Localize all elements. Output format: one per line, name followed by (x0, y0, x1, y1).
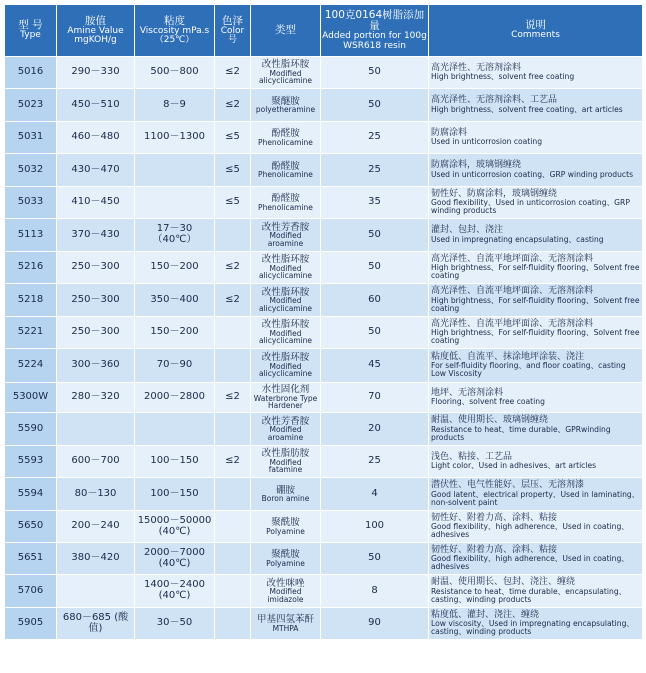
type-zh: 酚醛胺 (271, 128, 300, 139)
cell-model: 5032 (5, 154, 57, 187)
type-zh: 聚酰胺 (271, 549, 300, 560)
type-en: Polyamine (266, 526, 305, 536)
cell-amine-value: 460－480 (57, 122, 135, 154)
cell-type (251, 252, 321, 284)
cell-added-portion: 35 (321, 187, 429, 219)
table-row (5, 575, 643, 608)
cell-amine-value: 250－300 (57, 284, 135, 317)
cell-amine-value: 370－430 (57, 219, 135, 252)
type-zh: 改性脂环胺 (261, 59, 310, 71)
type-zh: 改性芳香胺 (261, 221, 310, 233)
comment-zh: 灌封、包封、浇注 (431, 225, 504, 236)
cell-model: 5651 (5, 543, 57, 575)
type-en: Modified aroamine (267, 425, 304, 442)
table-row (5, 89, 643, 122)
cell-amine-value: 410－450 (57, 187, 135, 219)
comment-zh: 粘度低、自流平、抹涂地坪涂装、浇注 (431, 351, 585, 362)
cell-added-portion: 50 (321, 89, 429, 122)
type-en: Modified imidazole (267, 587, 304, 604)
comment-zh: 潜伏性、电气性能好、层压、无溶剂漆 (431, 480, 585, 491)
cell-type (251, 219, 321, 252)
cell-type (251, 511, 321, 543)
cell-viscosity: 150－200 (135, 317, 215, 349)
cell-type (251, 543, 321, 575)
cell-model: 5905 (5, 608, 57, 640)
cell-amine-value: 380－420 (57, 543, 135, 575)
type-zh: 改性咪唑 (266, 577, 305, 589)
comment-zh: 韧性好、附着力高、涂料、粘接 (431, 544, 558, 555)
comment-zh: 粘度低、灌封、浇注、缠绕 (431, 609, 540, 620)
cell-comments (429, 57, 643, 89)
type-zh: 改性芳香胺 (261, 415, 310, 427)
type-zh: 甲基四氢苯酐 (256, 614, 314, 625)
cell-viscosity (135, 187, 215, 219)
cell-color: ≤5 (215, 122, 251, 154)
comment-zh: 地坪、无溶剂涂料 (431, 387, 504, 398)
cell-color (215, 511, 251, 543)
table-row (5, 284, 643, 317)
cell-color: ≤2 (215, 446, 251, 478)
cell-added-portion: 20 (321, 413, 429, 446)
comment-zh: 高光泽性、无溶剂涂料、工艺品 (431, 95, 558, 106)
header-added-portion: 100克0164树脂添加量 Added portion for 100g WSR618 resin (321, 5, 429, 57)
cell-amine-value: 250－300 (57, 317, 135, 349)
cell-comments (429, 187, 643, 219)
type-zh: 聚醚胺 (271, 95, 300, 107)
cell-color: ≤2 (215, 284, 251, 317)
cell-color: ≤5 (215, 154, 251, 187)
header-model: 型 号 Type (5, 5, 57, 57)
cell-model: 5113 (5, 219, 57, 252)
cell-amine-value: 250－300 (57, 252, 135, 284)
comment-zh: 耐温、使用期长、包封、浇注、缠绕 (431, 577, 576, 588)
cell-comments (429, 284, 643, 317)
header-row (5, 5, 643, 57)
cell-type (251, 446, 321, 478)
cell-added-portion: 45 (321, 349, 429, 383)
cell-model: 5023 (5, 89, 57, 122)
cell-color (215, 478, 251, 511)
cell-added-portion: 100 (321, 511, 429, 543)
comment-en: High brightness、For self-fluidity flooring、Solvent free coating (431, 295, 640, 313)
comment-zh: 高光泽性、自流平地坪面涂、无溶剂涂料 (431, 253, 594, 264)
type-en: Modified aroamine (267, 231, 304, 248)
cell-type (251, 478, 321, 511)
cell-color (215, 413, 251, 446)
comment-en: Flooring、solvent free coating (431, 397, 545, 407)
table-row (5, 349, 643, 383)
cell-comments (429, 317, 643, 349)
type-zh: 改性脂环胺 (261, 254, 310, 266)
type-zh: 硼胺 (275, 484, 295, 496)
cell-amine-value: 80－130 (57, 478, 135, 511)
type-zh: 水性固化剂 (261, 384, 310, 396)
cell-amine-value (57, 575, 135, 608)
cell-type (251, 187, 321, 219)
cell-model: 5033 (5, 187, 57, 219)
comment-en: High brightness、solvent free coating (431, 72, 575, 82)
cell-amine-value: 300－360 (57, 349, 135, 383)
type-zh: 酚醛胺 (271, 160, 300, 172)
cell-added-portion: 50 (321, 543, 429, 575)
cell-added-portion: 25 (321, 122, 429, 154)
cell-model: 5216 (5, 252, 57, 284)
header-color: 色泽 Color 号 (215, 5, 251, 57)
cell-model: 5031 (5, 122, 57, 154)
comment-en: High brightness、solvent free coating、art articles (431, 104, 623, 114)
cell-amine-value: 680－685 (酸值) (57, 608, 135, 640)
cell-amine-value: 280－320 (57, 383, 135, 413)
cell-color: ≤2 (215, 252, 251, 284)
type-en: Phenolicamine (258, 202, 313, 212)
cell-color: ≤5 (215, 187, 251, 219)
cell-type (251, 383, 321, 413)
cell-comments (429, 543, 643, 575)
header-viscosity: 粘度 Viscosity mPa.s（25℃） (135, 5, 215, 57)
spec-table-container (4, 4, 642, 640)
type-en: Polyamine (266, 558, 305, 568)
cell-model: 5300W (5, 383, 57, 413)
cell-added-portion: 90 (321, 608, 429, 640)
comment-zh: 高光泽性、无溶剂涂料 (431, 62, 522, 73)
cell-color (215, 608, 251, 640)
cell-amine-value (57, 413, 135, 446)
cell-added-portion: 70 (321, 383, 429, 413)
type-en: Modified alicyclicamine (258, 328, 313, 346)
cell-added-portion: 50 (321, 57, 429, 89)
cell-viscosity: 2000－2800 (135, 383, 215, 413)
cell-color (215, 219, 251, 252)
comment-en: Light color、Used in adhesives、art articles (431, 461, 597, 471)
cell-color: ≤2 (215, 89, 251, 122)
type-en: Modified fatamine (268, 457, 303, 475)
comment-zh: 高光泽性、自流平地坪面涂、无溶剂涂料 (431, 318, 594, 329)
type-zh: 酚醛胺 (271, 193, 300, 204)
type-en: polyetheramine (255, 105, 316, 114)
cell-model: 5590 (5, 413, 57, 446)
cell-model: 5593 (5, 446, 57, 478)
comment-en: Good latent、electrical property、Used in laminating、non-solvent paint (431, 489, 640, 507)
type-zh: 改性脂肪胺 (261, 448, 310, 460)
table-row (5, 446, 643, 478)
header-type: 类型 (251, 5, 321, 57)
table-row (5, 219, 643, 252)
cell-amine-value: 600－700 (57, 446, 135, 478)
cell-model: 5706 (5, 575, 57, 608)
cell-added-portion: 25 (321, 154, 429, 187)
cell-model: 5594 (5, 478, 57, 511)
cell-color (215, 543, 251, 575)
comment-zh: 高光泽性、自流平地坪面涂、无溶剂涂料 (431, 286, 594, 297)
type-en: MTHPA (272, 623, 299, 633)
table-row (5, 383, 643, 413)
type-en: Boron amine (261, 494, 310, 503)
cell-amine-value: 430－470 (57, 154, 135, 187)
comment-zh: 韧性好、附着力高、涂料、粘接 (431, 512, 558, 523)
cell-viscosity (135, 413, 215, 446)
cell-comments (429, 89, 643, 122)
comment-en: Resistance to heat、time durable、encapsulating、casting、winding products (431, 586, 627, 604)
cell-added-portion: 50 (321, 219, 429, 252)
header-comments: 说明 Comments (429, 5, 643, 57)
cell-color (215, 317, 251, 349)
comment-en: Low viscosity、Used in impregnating encapsulating、casting、winding products (431, 619, 634, 637)
cell-type (251, 122, 321, 154)
type-en: Modified alicyclicamine (258, 361, 313, 379)
cell-type (251, 349, 321, 383)
type-zh: 改性脂环胺 (261, 286, 310, 298)
type-en: Phenolicamine (258, 170, 313, 179)
table-row (5, 122, 643, 154)
cell-comments (429, 446, 643, 478)
cell-type (251, 57, 321, 89)
comment-en: For self-fluidity flooring、and floor coating、casting Low Viscosity (431, 361, 626, 379)
cell-type (251, 317, 321, 349)
type-en: Modified alicyclicamine (258, 263, 313, 281)
comment-zh: 浅色、粘接、工艺品 (431, 451, 513, 462)
cell-viscosity: 17－30 （40℃） (135, 219, 215, 252)
cell-added-portion: 50 (321, 252, 429, 284)
cell-added-portion: 25 (321, 446, 429, 478)
cell-viscosity: 100－150 (135, 446, 215, 478)
table-row (5, 57, 643, 89)
cell-type (251, 284, 321, 317)
type-zh: 聚酰胺 (271, 517, 300, 528)
cell-comments (429, 154, 643, 187)
cell-comments (429, 413, 643, 446)
cell-model: 5224 (5, 349, 57, 383)
cell-comments (429, 122, 643, 154)
cell-comments (429, 608, 643, 640)
comment-en: Used in impregnating encapsulating、casting (431, 234, 604, 244)
comment-en: High brightness、For self-fluidity flooring、Solvent free coating (431, 328, 640, 346)
table-row (5, 543, 643, 575)
cell-type (251, 154, 321, 187)
comment-en: Used in unticorrosion coating、GRP winding products (431, 169, 634, 179)
table-row (5, 154, 643, 187)
cell-model: 5016 (5, 57, 57, 89)
cell-viscosity: 8－9 (135, 89, 215, 122)
cell-model: 5221 (5, 317, 57, 349)
type-zh: 改性脂环胺 (261, 352, 310, 364)
cell-comments (429, 478, 643, 511)
cell-viscosity: 150－200 (135, 252, 215, 284)
cell-viscosity (135, 154, 215, 187)
cell-comments (429, 383, 643, 413)
table-row (5, 511, 643, 543)
comment-en: Good flexibility、high adherence、Used in coating、adhesives (431, 522, 629, 540)
comment-en: Good flexibility、Used in unticorrosion coating、GRP winding products (431, 198, 630, 216)
table-row (5, 478, 643, 511)
cell-added-portion: 8 (321, 575, 429, 608)
cell-amine-value: 450－510 (57, 89, 135, 122)
cell-added-portion: 50 (321, 317, 429, 349)
type-en: Modified alicyclicamine (258, 68, 313, 86)
table-body (5, 57, 643, 640)
cell-type (251, 575, 321, 608)
cell-viscosity: 1100－1300 (135, 122, 215, 154)
type-en: Waterbrone Type Hardener (253, 393, 318, 411)
table-row (5, 252, 643, 284)
cell-viscosity: 1400－2400 (40℃) (135, 575, 215, 608)
cell-comments (429, 219, 643, 252)
table-row (5, 317, 643, 349)
cell-added-portion: 60 (321, 284, 429, 317)
comment-en: High brightness、For self-fluidity flooring、Solvent free coating (431, 263, 640, 281)
cell-viscosity: 500－800 (135, 57, 215, 89)
comment-zh: 耐温、使用期长、玻璃钢缠绕 (431, 415, 549, 426)
comment-en: Good flexibility、high adherence、Used in coating、adhesives (431, 554, 629, 572)
cell-comments (429, 252, 643, 284)
type-en: Phenolicamine (258, 137, 313, 147)
comment-zh: 防腐涂料，玻璃钢缠绕 (431, 160, 522, 171)
comment-zh: 防腐涂料 (431, 127, 468, 138)
cell-comments (429, 511, 643, 543)
cell-type (251, 608, 321, 640)
cell-viscosity: 70－90 (135, 349, 215, 383)
cell-viscosity: 2000－7000 (40℃) (135, 543, 215, 575)
cell-viscosity: 15000－50000 (40℃) (135, 511, 215, 543)
cell-viscosity: 100－150 (135, 478, 215, 511)
cell-color (215, 575, 251, 608)
product-spec-table (4, 4, 643, 640)
cell-amine-value: 290－330 (57, 57, 135, 89)
cell-comments (429, 575, 643, 608)
cell-color (215, 349, 251, 383)
cell-type (251, 413, 321, 446)
cell-amine-value: 200－240 (57, 511, 135, 543)
comment-en: Resistance to heat、time durable、GPRwinding products (431, 424, 611, 442)
cell-model: 5218 (5, 284, 57, 317)
cell-comments (429, 349, 643, 383)
comment-en: Used in unticorrosion coating (431, 137, 543, 147)
comment-zh: 韧性好、防腐涂料，玻璃钢缠绕 (431, 188, 558, 199)
table-row (5, 187, 643, 219)
table-row (5, 413, 643, 446)
type-zh: 改性脂环胺 (261, 319, 310, 331)
type-en: Modified alicyclicamine (258, 296, 313, 313)
cell-color: ≤2 (215, 57, 251, 89)
cell-model: 5650 (5, 511, 57, 543)
cell-color: ≤2 (215, 383, 251, 413)
cell-type (251, 89, 321, 122)
cell-added-portion: 4 (321, 478, 429, 511)
table-row (5, 608, 643, 640)
cell-viscosity: 350－400 (135, 284, 215, 317)
header-amine-value: 胺值 Amine Value mgKOH/g (57, 5, 135, 57)
cell-viscosity: 30－50 (135, 608, 215, 640)
